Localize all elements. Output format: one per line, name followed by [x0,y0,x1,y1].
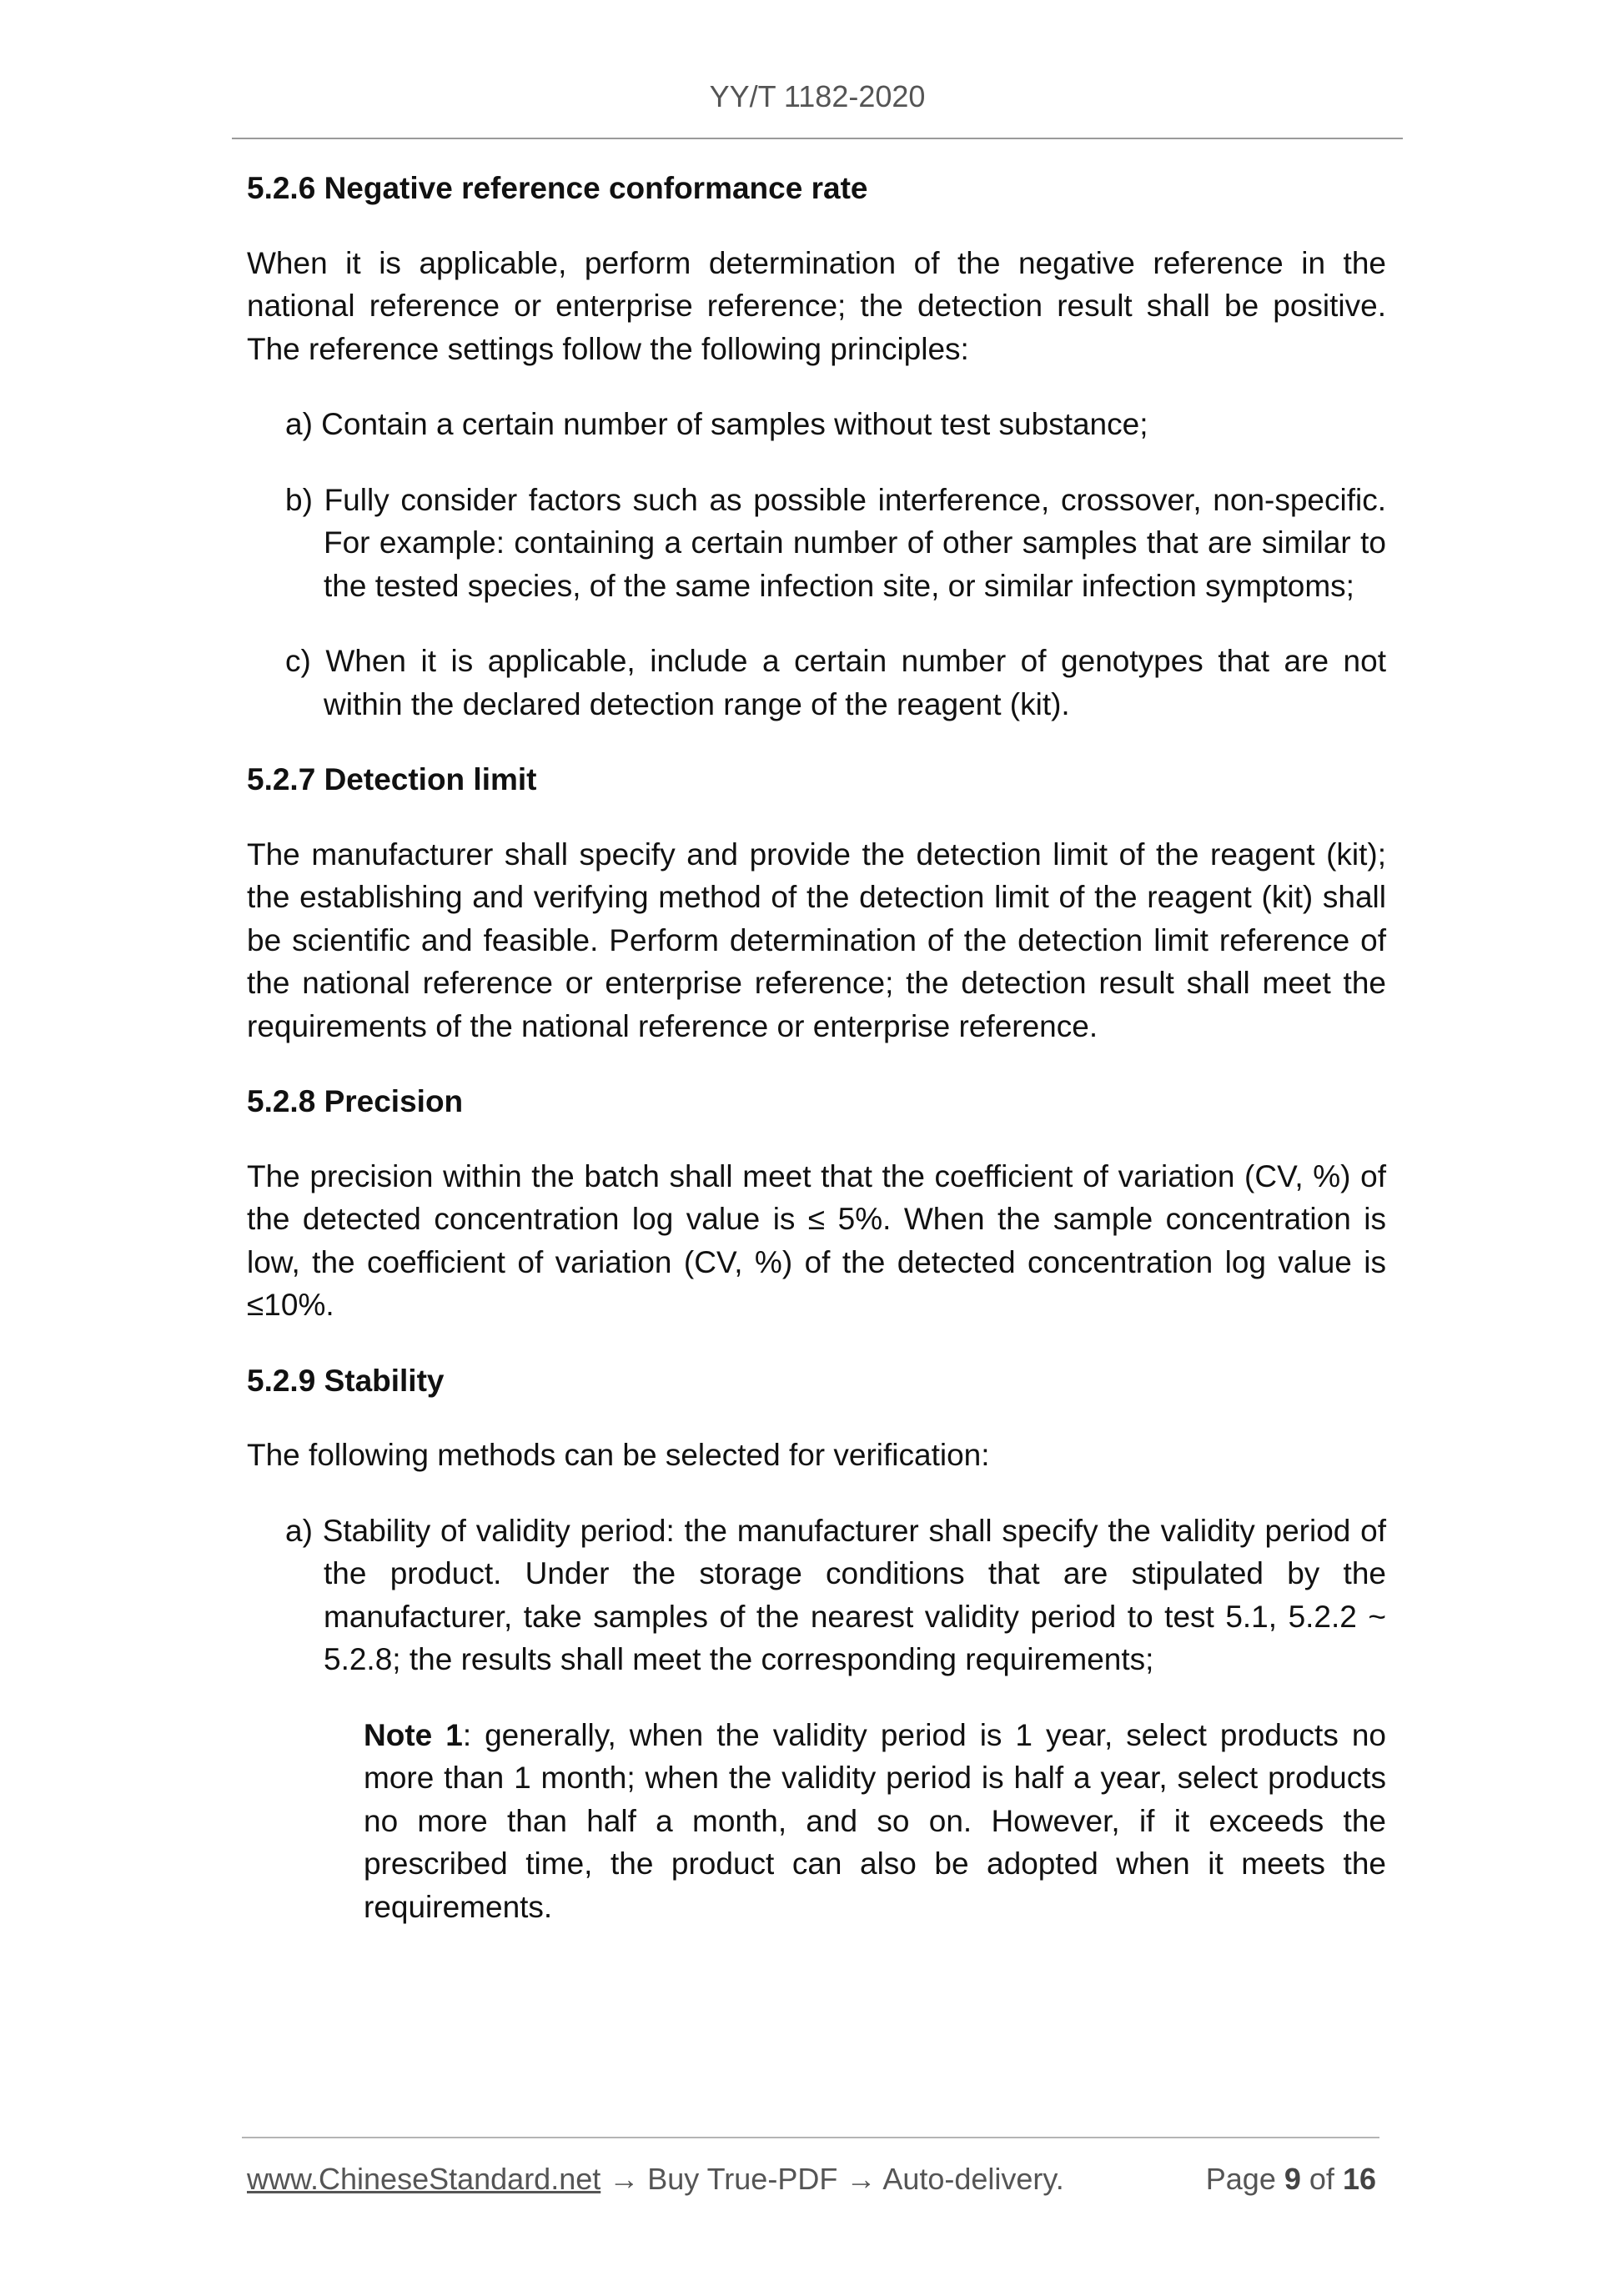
website-link[interactable]: www.ChineseStandard.net [247,2162,601,2196]
footer-promo [247,2162,1064,2197]
list-item-b: b) Fully consider factors such as possible interference, crossover, non-specific. For example: containing a certain number of other samples that are similar to the tested species, of the same infection site, or similar infection symptoms; [285,482,1386,603]
page-content [247,167,1386,1961]
section-heading-5-2-6: 5.2.6 Negative reference conformance rate [247,171,868,205]
section-5-2-8-body: The precision within the batch shall meet that the coefficient of variation (CV, %) of the detected concentration log value is ≤ 5%. When the sample concentration is low, the coefficient of variation (CV, %) of the detected concentration log value is ≤10%. [247,1158,1386,1322]
note-text: : generally, when the validity period is 1 year, select products no more than 1 month; when the validity period is half a year, select products no more than half a month, and so on. However, if it exceeds the prescribed time, the product can also be adopted when it meets the requirements. [364,1717,1386,1924]
list-item-c: c) When it is applicable, include a certain number of genotypes that are not within the declared detection range of the reagent (kit). [285,644,1386,721]
section-heading-5-2-9: 5.2.9 Stability [247,1363,445,1398]
header-divider [232,138,1403,139]
of-label: of [1309,2162,1334,2196]
note-1 [364,1714,1386,1929]
section-5-2-7-body: The manufacturer shall specify and provide the detection limit of the reagent (kit); the establishing and verifying method of the detection limit of the reagent (kit) shall be scientific and feasible. Perform determination of the detection limit reference of the national reference or enterprise reference; the detection result shall meet the requirements of the national reference or enterprise reference. [247,837,1386,1043]
section-5-2-6-intro: When it is applicable, perform determination of the negative reference in the national reference or enterprise reference; the detection result shall be positive. The reference settings follow the following principles: [247,245,1386,366]
footer-tagline: → Buy True-PDF → Auto-delivery. [600,2162,1064,2196]
page-indicator [1206,2162,1376,2197]
stability-item-a: a) Stability of validity period: the manufacturer shall specify the validity period of the product. Under the storage conditions that are stipulated by the manufacturer, take samples of the nearest validity period to test 5.1, 5.2.2 ~ 5.2.8; the results shall meet the corresponding requirements; [285,1513,1386,1676]
note-label: Note 1 [364,1717,463,1752]
page-label: Page [1205,2162,1276,2196]
section-5-2-9-intro: The following methods can be selected for verification: [247,1438,990,1472]
page-number: 9 [1284,2162,1301,2196]
page-total: 16 [1342,2162,1376,2196]
section-heading-5-2-8: 5.2.8 Precision [247,1084,464,1118]
footer-divider [242,2137,1379,2138]
section-heading-5-2-7: 5.2.7 Detection limit [247,762,537,796]
list-item-a: a) Contain a certain number of samples without test substance; [285,407,1148,441]
document-id-header: YY/T 1182-2020 [709,79,926,113]
